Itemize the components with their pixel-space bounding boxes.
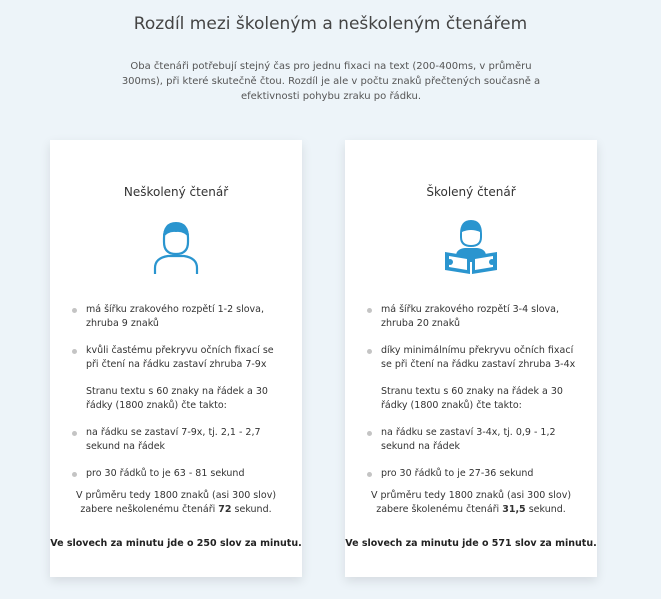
list-item: kvůli častému překryvu očních fixací se při čtení na řádku zastaví zhruba 7-9x [72,344,286,372]
list-item: Stranu textu s 60 znaky na řádek a 30 řádky (1800 znaků) čte takto: [86,386,268,411]
result-text: Ve slovech za minutu jde o 250 slov za minutu. [50,538,302,549]
card-title: Školený čtenář [426,185,516,199]
summary-text: V průměru tedy 1800 znaků (asi 300 slov) zabere školenému čtenáři 31,5 sekund. [370,490,572,515]
summary-value: 31,5 [502,504,526,515]
untrained-list [72,303,286,494]
list-item: na řádku se zastaví 7-9x, tj. 2,1 - 2,7 sekund na řádek [72,426,286,454]
list-item: Stranu textu s 60 znaky na řádek a 30 řádky (1800 znaků) čte takto: [381,386,563,411]
summary-value: 72 [218,504,232,515]
summary-text: V průměru tedy 1800 znaků (asi 300 slov) zabere neškolenému čtenáři 72 sekund. [75,490,277,515]
page-title: Rozdíl mezi školeným a neškoleným čtenářem [133,14,528,34]
trained-list [367,303,581,494]
person-reading-book-icon [441,216,501,276]
result-text: Ve slovech za minutu jde o 571 slov za minutu. [345,538,597,549]
intro-text: Oba čtenáři potřebují stejný čas pro jednu fixaci na text (200-400ms, v průměru 300ms), při které skutečně čtou. Rozdíl je ale v počtu znaků přečtených současně a efektivnosti pohybu zraku po řádku. [121,61,541,102]
list-item: na řádku se zastaví 3-4x, tj. 0,9 - 1,2 sekund na řádek [367,426,581,454]
list-item: pro 30 řádků to je 27-36 sekund [367,467,581,481]
trained-reader-card [345,140,597,577]
card-title: Neškolený čtenář [123,185,229,199]
list-item: má šířku zrakového rozpětí 1-2 slova, zhruba 9 znaků [72,303,286,331]
untrained-reader-card [50,140,302,577]
list-item: má šířku zrakového rozpětí 3-4 slova, zhruba 20 znaků [367,303,581,331]
list-item: pro 30 řádků to je 63 - 81 sekund [72,467,286,481]
person-icon [146,216,206,276]
list-item: díky minimálnímu překryvu očních fixací se při čtení na řádku zastaví zhruba 3-4x [367,344,581,372]
